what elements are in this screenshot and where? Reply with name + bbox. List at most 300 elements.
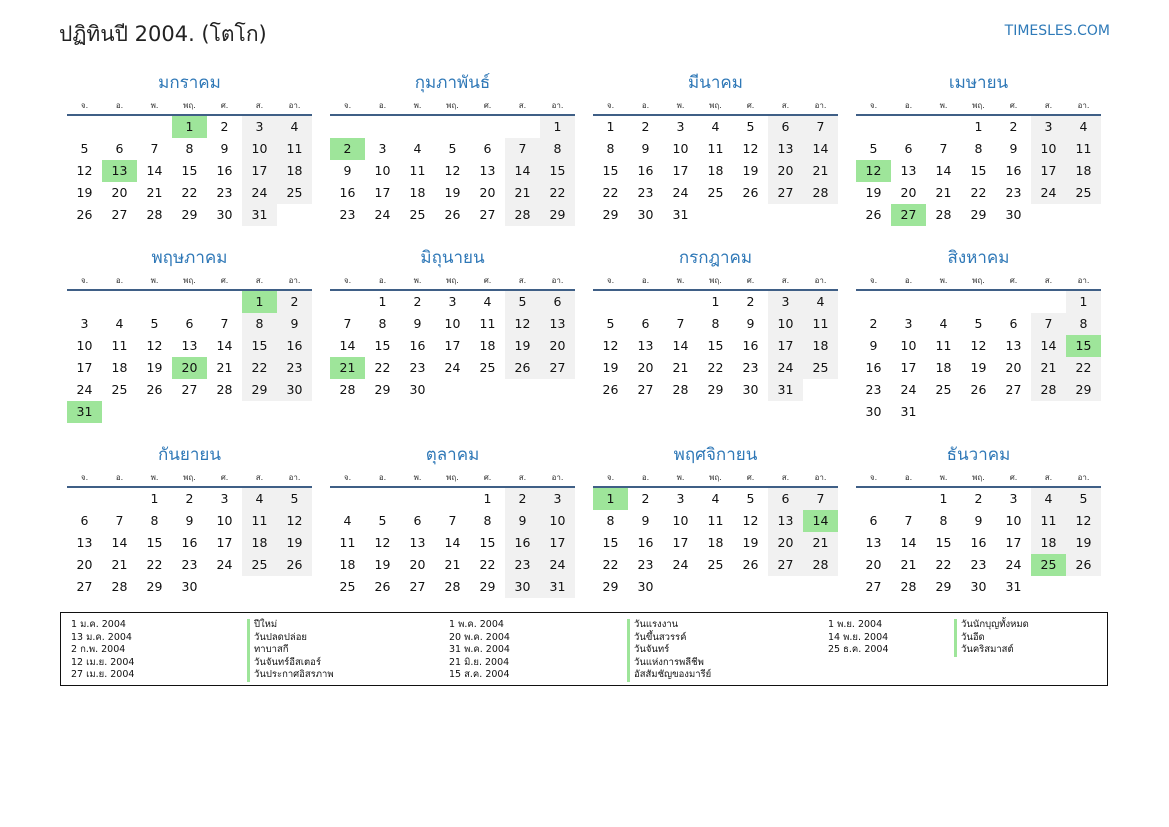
weekday-label: จ. <box>343 275 352 285</box>
day-cell: 26 <box>865 207 882 222</box>
empty-cell <box>698 204 733 226</box>
day-cell: 4 <box>939 316 948 331</box>
day-cell: 5 <box>606 316 615 331</box>
day-cell: 10 <box>768 313 803 335</box>
day-cell: 6 <box>185 316 194 331</box>
day-cell: 3 <box>768 291 803 313</box>
day-cell: 2 <box>220 119 229 134</box>
day-cell: 26 <box>505 357 540 379</box>
day-cell: 5 <box>746 491 755 506</box>
day-cell: 3 <box>540 488 575 510</box>
day-cell: 31 <box>672 207 689 222</box>
day-cell: 26 <box>1066 554 1101 576</box>
empty-cell <box>505 379 540 401</box>
day-cell: 1 <box>606 119 615 134</box>
day-cell: 27 <box>479 207 496 222</box>
weekday-label: จ. <box>869 472 878 482</box>
weekday-label: อ. <box>115 472 124 482</box>
day-cell: 7 <box>676 316 685 331</box>
week-row <box>856 401 1101 423</box>
empty-cell <box>856 488 891 510</box>
weekday-label: พฤ. <box>183 100 196 110</box>
weekday-label: อ. <box>904 472 913 482</box>
month-calendar <box>856 245 1101 423</box>
holiday-name: วันคริสมาสต์ <box>954 644 1029 657</box>
day-cell: 6 <box>641 316 650 331</box>
empty-cell <box>768 204 803 226</box>
weekday-label: อ. <box>115 275 124 285</box>
day-cell: 25 <box>242 554 277 576</box>
day-cell: 4 <box>242 488 277 510</box>
empty-cell <box>172 291 207 313</box>
week-row <box>67 401 312 423</box>
day-cell: 15 <box>374 338 391 353</box>
holiday-date: 21 มิ.ย. 2004 <box>449 656 510 668</box>
weekday-label: อ. <box>904 100 913 110</box>
day-cell: 28 <box>146 207 163 222</box>
day-cell: 28 <box>803 554 838 576</box>
empty-cell <box>365 488 400 510</box>
day-cell: 16 <box>505 532 540 554</box>
holiday-date: 1 พ.ค. 2004 <box>449 619 504 630</box>
day-cell: 22 <box>479 557 496 572</box>
day-cell: 21 <box>900 557 917 572</box>
empty-cell <box>961 401 996 423</box>
weekday-label: อา. <box>1077 472 1090 482</box>
day-cell: 3 <box>242 116 277 138</box>
empty-cell <box>172 401 207 423</box>
day-cell: 26 <box>742 185 759 200</box>
day-cell: 17 <box>1005 535 1022 550</box>
day-cell: 24 <box>242 182 277 204</box>
empty-cell <box>891 488 926 510</box>
day-cell: 29 <box>479 579 496 594</box>
day-cell: 10 <box>374 163 391 178</box>
day-cell: 6 <box>540 291 575 313</box>
day-cell: 25 <box>707 185 724 200</box>
week-row <box>67 138 312 160</box>
week-row <box>856 554 1101 576</box>
day-cell: 13 <box>637 338 654 353</box>
weekday-label: พฤ. <box>709 275 722 285</box>
day-cell: 11 <box>111 338 128 353</box>
day-cell: 20 <box>409 557 426 572</box>
day-cell: 23 <box>742 360 759 375</box>
day-cell: 8 <box>711 316 720 331</box>
holiday-dates-column <box>449 619 510 682</box>
day-cell: 19 <box>865 185 882 200</box>
day-cell: 4 <box>115 316 124 331</box>
day-cell: 23 <box>505 554 540 576</box>
holiday-name: ปีใหม่ <box>247 619 334 632</box>
day-cell: 9 <box>185 513 194 528</box>
day-cell: 12 <box>1066 510 1101 532</box>
holiday-date: 12 เม.ย. 2004 <box>71 656 135 668</box>
day-cell: 19 <box>1066 532 1101 554</box>
day-cell: 24 <box>216 557 233 572</box>
week-row <box>330 160 575 182</box>
day-cell: 27 <box>637 382 654 397</box>
day-cell: 11 <box>1031 510 1066 532</box>
weekday-label: พฤ. <box>972 472 985 482</box>
day-cell: 1 <box>150 491 159 506</box>
day-cell: 28 <box>111 579 128 594</box>
day-cell: 15 <box>602 535 619 550</box>
weekday-label: พฤ. <box>183 472 196 482</box>
day-cell: 25 <box>1066 182 1101 204</box>
day-cell: 3 <box>676 491 685 506</box>
day-cell: 11 <box>242 510 277 532</box>
day-cell: 14 <box>444 535 461 550</box>
weekday-label: จ. <box>80 275 89 285</box>
day-cell: 10 <box>216 513 233 528</box>
day-cell: 30 <box>409 382 426 397</box>
day-cell: 27 <box>768 554 803 576</box>
day-cell: 19 <box>374 557 391 572</box>
month-title: พฤษภาคม <box>151 248 228 268</box>
day-cell: 21 <box>330 357 365 379</box>
day-cell: 30 <box>637 207 654 222</box>
day-cell: 3 <box>904 316 913 331</box>
week-row <box>67 576 312 598</box>
day-cell: 19 <box>602 360 619 375</box>
week-row <box>856 488 1101 510</box>
week-row <box>67 379 312 401</box>
week-row <box>330 510 575 532</box>
weekday-label: ศ. <box>483 100 492 110</box>
day-cell: 15 <box>602 163 619 178</box>
day-cell: 2 <box>330 138 365 160</box>
week-row <box>856 160 1101 182</box>
day-cell: 2 <box>1009 119 1018 134</box>
day-cell: 18 <box>1066 160 1101 182</box>
day-cell: 5 <box>80 141 89 156</box>
weekday-label: อ. <box>641 275 650 285</box>
weekday-label: จ. <box>80 100 89 110</box>
day-cell: 31 <box>768 379 803 401</box>
week-row <box>67 204 312 226</box>
weekday-label: อ. <box>904 275 913 285</box>
day-cell: 20 <box>172 357 207 379</box>
day-cell: 22 <box>602 557 619 572</box>
week-row <box>67 554 312 576</box>
day-cell: 21 <box>1031 357 1066 379</box>
day-cell: 24 <box>1005 557 1022 572</box>
holiday-dates-column <box>71 619 134 682</box>
weekday-header <box>856 468 1101 486</box>
week-row <box>593 554 838 576</box>
day-cell: 29 <box>602 579 619 594</box>
day-cell: 3 <box>676 119 685 134</box>
day-cell: 1 <box>172 116 207 138</box>
day-cell: 8 <box>974 141 983 156</box>
empty-cell <box>330 488 365 510</box>
day-cell: 23 <box>339 207 356 222</box>
empty-cell <box>891 116 926 138</box>
day-cell: 13 <box>409 535 426 550</box>
weekday-label: ส. <box>518 100 527 110</box>
weekday-header <box>330 271 575 289</box>
weekday-label: พ. <box>939 275 948 285</box>
day-cell: 16 <box>1005 163 1022 178</box>
weekday-label: อ. <box>641 100 650 110</box>
weekday-label: ศ. <box>483 275 492 285</box>
weekday-header <box>67 271 312 289</box>
empty-cell <box>400 116 435 138</box>
weekday-label: ส. <box>1044 100 1053 110</box>
day-cell: 31 <box>67 401 102 423</box>
day-cell: 4 <box>711 119 720 134</box>
day-cell: 13 <box>1005 338 1022 353</box>
week-row <box>330 204 575 226</box>
empty-cell <box>242 401 277 423</box>
day-cell: 17 <box>76 360 93 375</box>
holiday-dates-column <box>828 619 889 657</box>
day-cell: 19 <box>277 532 312 554</box>
weekday-label: อ. <box>378 100 387 110</box>
week-row <box>856 291 1101 313</box>
day-cell: 13 <box>102 160 137 182</box>
empty-cell <box>1031 576 1066 598</box>
weekday-label: อ. <box>641 472 650 482</box>
day-cell: 26 <box>742 557 759 572</box>
day-cell: 11 <box>277 138 312 160</box>
empty-cell <box>242 576 277 598</box>
day-cell: 27 <box>111 207 128 222</box>
weekday-label: พ. <box>150 472 159 482</box>
day-cell: 10 <box>1031 138 1066 160</box>
day-cell: 18 <box>242 532 277 554</box>
day-cell: 10 <box>1005 513 1022 528</box>
empty-cell <box>540 379 575 401</box>
month-title: มิถุนายน <box>420 248 485 268</box>
weekday-label: อา. <box>288 472 301 482</box>
weekday-header <box>330 468 575 486</box>
weekday-label: จ. <box>869 100 878 110</box>
day-cell: 9 <box>1009 141 1018 156</box>
month-calendar <box>67 245 312 423</box>
weekday-label: พ. <box>939 472 948 482</box>
day-cell: 9 <box>746 316 755 331</box>
empty-cell <box>470 116 505 138</box>
day-cell: 23 <box>637 185 654 200</box>
day-cell: 22 <box>540 182 575 204</box>
day-cell: 16 <box>409 338 426 353</box>
week-row <box>856 532 1101 554</box>
week-row <box>593 576 838 598</box>
day-cell: 6 <box>904 141 913 156</box>
week-row <box>330 335 575 357</box>
weekday-label: จ. <box>606 472 615 482</box>
day-cell: 26 <box>277 554 312 576</box>
day-cell: 29 <box>935 579 952 594</box>
day-cell: 15 <box>1066 335 1101 357</box>
week-row <box>67 488 312 510</box>
month-calendar <box>67 442 312 598</box>
empty-cell <box>996 401 1031 423</box>
day-cell: 7 <box>803 116 838 138</box>
empty-cell <box>102 401 137 423</box>
holiday-date: 1 พ.ย. 2004 <box>828 619 883 630</box>
holiday-name: วันประกาศอิสรภาพ <box>247 669 334 682</box>
day-cell: 2 <box>746 294 755 309</box>
empty-cell <box>277 401 312 423</box>
day-cell: 2 <box>869 316 878 331</box>
day-cell: 1 <box>483 491 492 506</box>
day-cell: 25 <box>409 207 426 222</box>
week-row <box>856 313 1101 335</box>
day-cell: 22 <box>707 360 724 375</box>
day-cell: 10 <box>672 513 689 528</box>
day-cell: 30 <box>505 576 540 598</box>
weekday-header <box>67 96 312 114</box>
empty-cell <box>330 116 365 138</box>
empty-cell <box>435 488 470 510</box>
day-cell: 9 <box>413 316 422 331</box>
day-cell: 18 <box>277 160 312 182</box>
day-cell: 23 <box>865 382 882 397</box>
weekday-label: ส. <box>518 472 527 482</box>
day-cell: 27 <box>1005 382 1022 397</box>
day-cell: 1 <box>939 491 948 506</box>
day-cell: 6 <box>483 141 492 156</box>
empty-cell <box>102 291 137 313</box>
day-cell: 3 <box>378 141 387 156</box>
day-cell: 11 <box>707 141 724 156</box>
day-cell: 18 <box>803 335 838 357</box>
day-cell: 11 <box>409 163 426 178</box>
day-cell: 20 <box>111 185 128 200</box>
day-cell: 9 <box>641 141 650 156</box>
day-cell: 14 <box>339 338 356 353</box>
day-cell: 24 <box>444 360 461 375</box>
day-cell: 13 <box>900 163 917 178</box>
weekday-label: พ. <box>676 100 685 110</box>
day-cell: 11 <box>479 316 496 331</box>
week-row <box>856 379 1101 401</box>
empty-cell <box>891 291 926 313</box>
day-cell: 27 <box>865 579 882 594</box>
day-cell: 25 <box>935 382 952 397</box>
day-cell: 14 <box>803 510 838 532</box>
holiday-date: 15 ส.ค. 2004 <box>449 669 510 680</box>
week-row <box>593 510 838 532</box>
day-cell: 27 <box>181 382 198 397</box>
day-cell: 2 <box>277 291 312 313</box>
weekday-label: ศ. <box>220 100 229 110</box>
holiday-name: วันแห่งการพลีชีพ <box>627 657 711 670</box>
empty-cell <box>400 488 435 510</box>
day-cell: 1 <box>711 294 720 309</box>
week-row <box>330 182 575 204</box>
day-cell: 16 <box>865 360 882 375</box>
week-row <box>856 576 1101 598</box>
day-cell: 12 <box>444 163 461 178</box>
day-cell: 21 <box>672 360 689 375</box>
empty-cell <box>628 291 663 313</box>
weekday-header <box>856 96 1101 114</box>
empty-cell <box>856 116 891 138</box>
week-row <box>593 357 838 379</box>
day-cell: 8 <box>378 316 387 331</box>
day-cell: 3 <box>80 316 89 331</box>
weekday-label: อา. <box>551 275 564 285</box>
week-row <box>593 379 838 401</box>
site-link[interactable]: TIMESLES.COM <box>1004 23 1110 39</box>
day-cell: 18 <box>935 360 952 375</box>
weekday-label: ส. <box>255 472 264 482</box>
empty-cell <box>803 576 838 598</box>
weekday-label: ศ. <box>220 472 229 482</box>
weekday-label: ศ. <box>220 275 229 285</box>
holiday-date: 14 พ.ย. 2004 <box>828 631 889 643</box>
day-cell: 18 <box>707 535 724 550</box>
day-cell: 11 <box>935 338 952 353</box>
day-cell: 19 <box>970 360 987 375</box>
day-cell: 12 <box>505 313 540 335</box>
day-cell: 9 <box>277 313 312 335</box>
empty-cell <box>277 204 312 226</box>
day-cell: 29 <box>374 382 391 397</box>
day-cell: 12 <box>856 160 891 182</box>
empty-cell <box>926 401 961 423</box>
day-cell: 22 <box>242 357 277 379</box>
day-cell: 30 <box>970 579 987 594</box>
day-cell: 1 <box>540 116 575 138</box>
day-cell: 5 <box>869 141 878 156</box>
week-row <box>67 313 312 335</box>
empty-cell <box>137 116 172 138</box>
day-cell: 21 <box>444 557 461 572</box>
week-row <box>67 182 312 204</box>
day-cell: 10 <box>540 510 575 532</box>
day-cell: 1 <box>974 119 983 134</box>
empty-cell <box>1066 576 1101 598</box>
day-cell: 12 <box>970 338 987 353</box>
weekday-label: อา. <box>1077 100 1090 110</box>
empty-cell <box>137 291 172 313</box>
month-calendar <box>330 70 575 226</box>
day-cell: 8 <box>150 513 159 528</box>
day-cell: 8 <box>185 141 194 156</box>
empty-cell <box>698 576 733 598</box>
holiday-names-column <box>627 619 711 682</box>
weekday-label: อ. <box>378 275 387 285</box>
week-row <box>330 554 575 576</box>
day-cell: 20 <box>479 185 496 200</box>
day-cell: 10 <box>900 338 917 353</box>
day-cell: 12 <box>742 141 759 156</box>
day-cell: 25 <box>111 382 128 397</box>
day-cell: 8 <box>242 313 277 335</box>
weekday-label: จ. <box>606 275 615 285</box>
day-cell: 18 <box>111 360 128 375</box>
day-cell: 29 <box>970 207 987 222</box>
day-cell: 28 <box>935 207 952 222</box>
day-cell: 16 <box>970 535 987 550</box>
day-cell: 19 <box>444 185 461 200</box>
day-cell: 15 <box>707 338 724 353</box>
day-cell: 14 <box>803 138 838 160</box>
day-cell: 25 <box>479 360 496 375</box>
weekday-label: ส. <box>781 275 790 285</box>
day-cell: 4 <box>343 513 352 528</box>
day-cell: 18 <box>409 185 426 200</box>
weekday-label: พ. <box>939 100 948 110</box>
day-cell: 14 <box>146 163 163 178</box>
day-cell: 21 <box>505 182 540 204</box>
month-calendar <box>856 442 1101 598</box>
